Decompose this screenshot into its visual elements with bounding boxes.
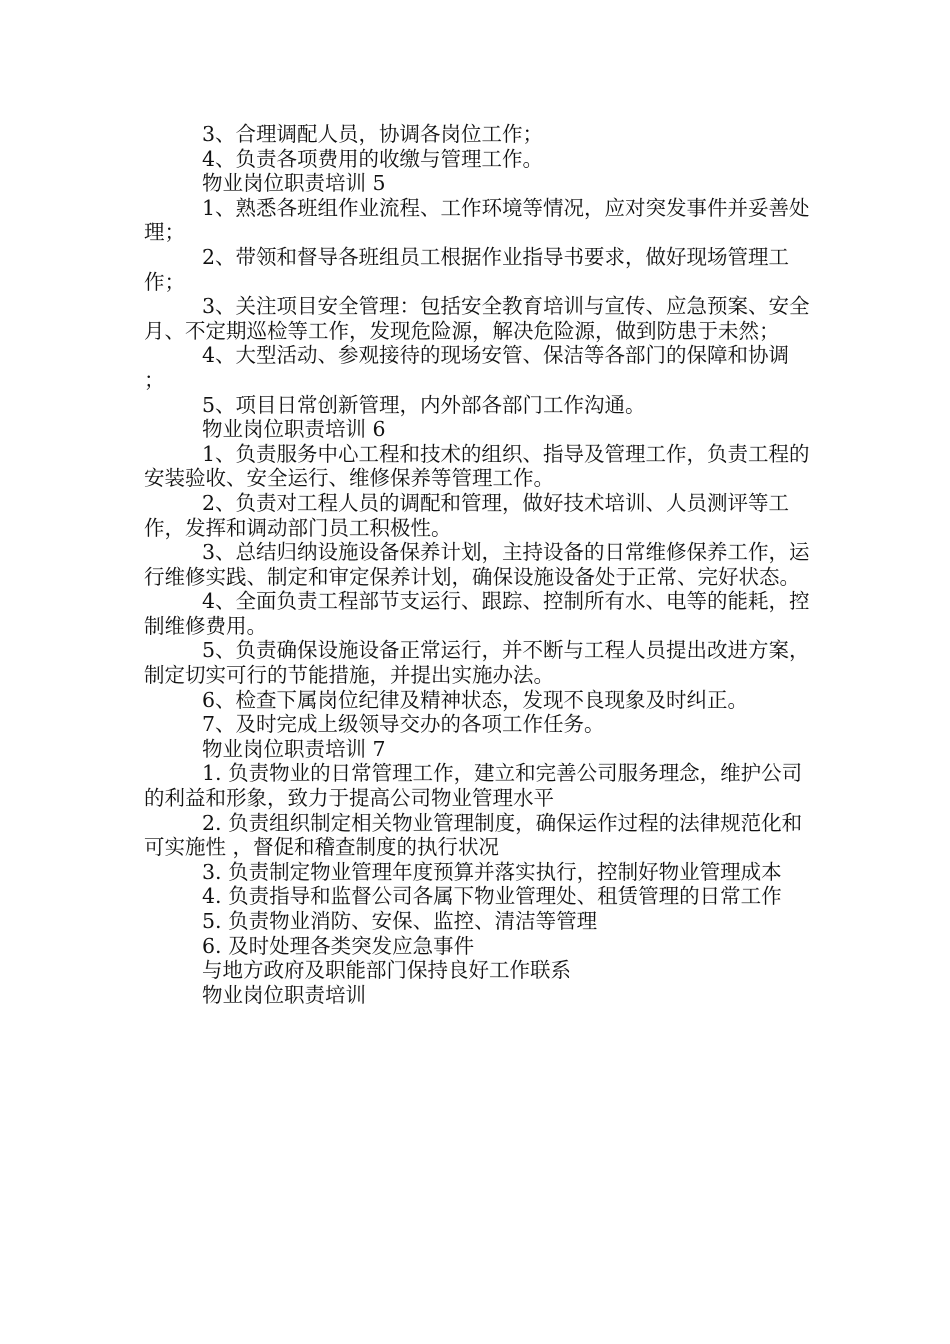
section-heading: 物业岗位职责培训 xyxy=(202,982,366,1007)
paragraph: 4、负责各项费用的收缴与管理工作。 xyxy=(202,146,544,171)
paragraph: 5、项目日常创新管理，内外部各部门工作沟通。 xyxy=(202,392,646,417)
paragraph: 2、负责对工程人员的调配和管理，做好技术培训、人员测评等工作，发挥和调动部门员工积极性。 xyxy=(144,490,790,540)
paragraph: 2、带领和督导各班组员工根据作业指导书要求，做好现场管理工作； xyxy=(144,244,790,294)
paragraph: 3. 负责制定物业管理年度预算并落实执行，控制好物业管理成本 xyxy=(202,859,782,884)
paragraph: 7、及时完成上级领导交办的各项工作任务。 xyxy=(202,712,605,737)
section-heading: 物业岗位职责培训 5 xyxy=(202,171,386,196)
paragraph: 3、关注项目安全管理：包括安全教育培训与宣传、应急预案、安全月、不定期巡检等工作，发现危险源，解决危险源，做到防患于未然； xyxy=(144,294,810,343)
paragraph: 1、熟悉各班组作业流程、工作环境等情况，应对突发事件并妥善处理； xyxy=(144,195,810,245)
paragraph: 1、负责服务中心工程和技术的组织、指导及管理工作，负责工程的安装验收、安全运行、维修保养等管理工作。 xyxy=(144,441,810,491)
paragraph: 5. 负责物业消防、安保、监控、清洁等管理 xyxy=(202,909,598,933)
paragraph: 2. 负责组织制定相关物业管理制度，确保运作过程的法律规范化和可实施性 ，督促和稽查制度的执行状况 xyxy=(144,810,803,860)
paragraph: 6. 及时处理各类突发应急事件 xyxy=(202,933,475,958)
paragraph: 4. 负责指导和监督公司各属下物业管理处、租赁管理的日常工作 xyxy=(202,884,782,909)
paragraph: 5、负责确保设施设备正常运行，并不断与工程人员提出改进方案，制定切实可行的节能措施，并提出实施办法。 xyxy=(144,638,810,688)
document-body xyxy=(144,122,810,1007)
paragraph: 3、合理调配人员，协调各岗位工作； xyxy=(202,122,544,146)
paragraph: 1. 负责物业的日常管理工作，建立和完善公司服务理念，维护公司的利益和形象，致力于提高公司物业管理水平 xyxy=(144,761,803,811)
paragraph: 4、大型活动、参观接待的现场安管、保洁等各部门的保障和协调 ； xyxy=(144,343,796,392)
section-heading: 物业岗位职责培训 6 xyxy=(202,417,386,442)
paragraph: 与地方政府及职能部门保持良好工作联系 xyxy=(202,958,571,983)
paragraph: 3、总结归纳设施设备保养计划，主持设备的日常维修保养工作，运行维修实践、制定和审定保养计划，确保设施设备处于正常、完好状态。 xyxy=(144,540,810,589)
paragraph: 4、全面负责工程部节支运行、跟踪、控制所有水、电等的能耗，控制维修费用。 xyxy=(144,589,810,638)
paragraph: 6、检查下属岗位纪律及精神状态，发现不良现象及时纠正。 xyxy=(202,687,749,712)
section-heading: 物业岗位职责培训 7 xyxy=(202,736,386,761)
